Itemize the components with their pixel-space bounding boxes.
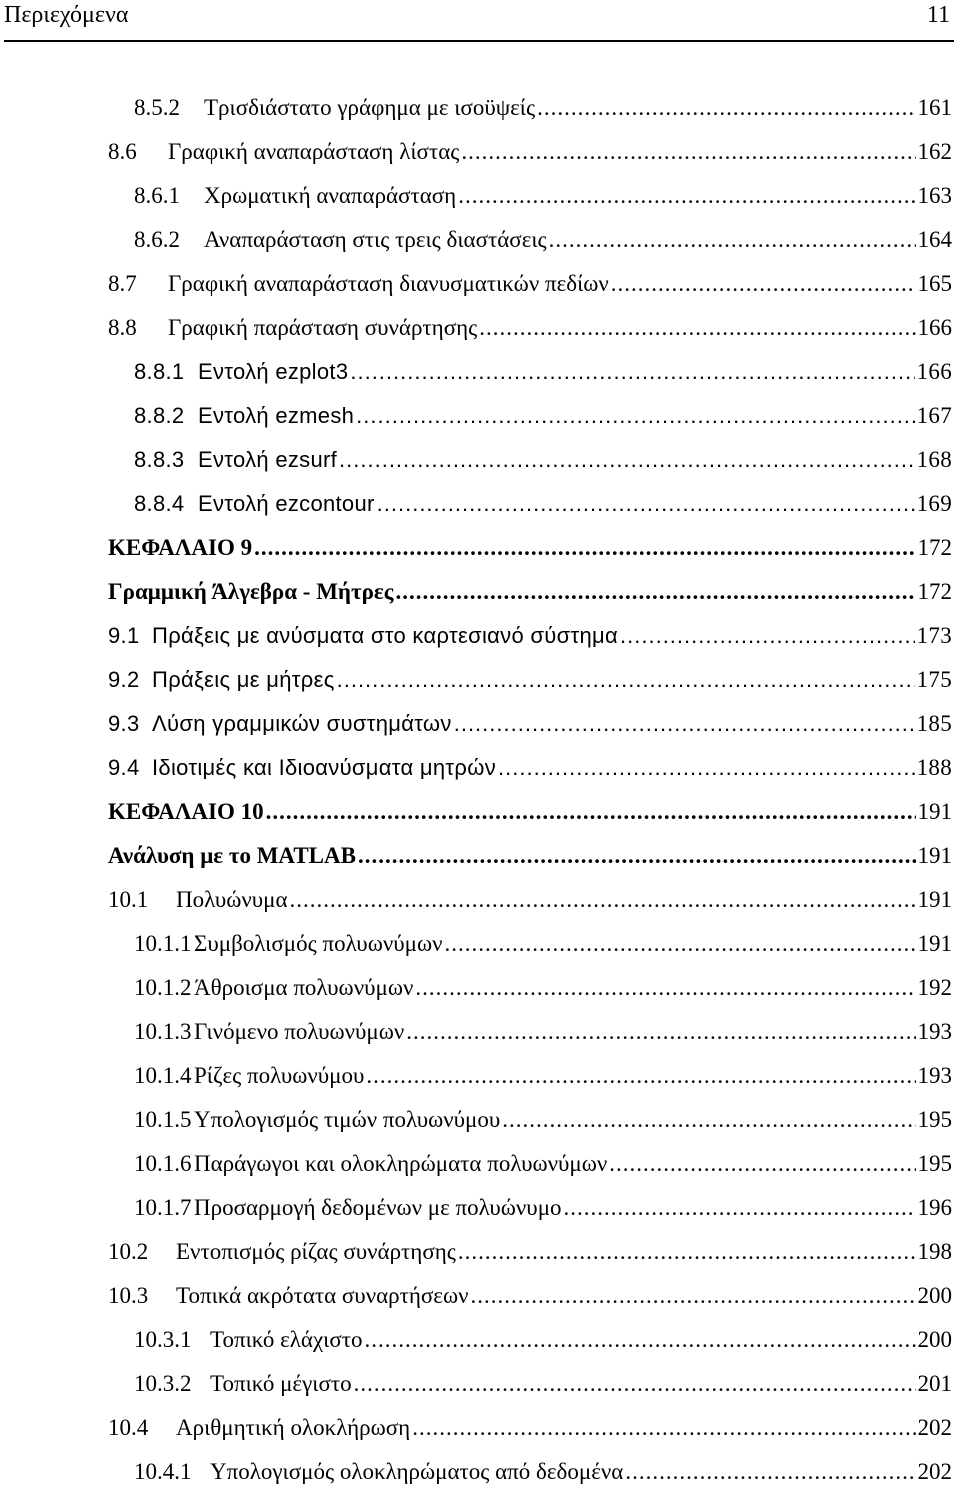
toc-entry-title: Υπολογισμός τιμών πολυωνύμου <box>194 1107 501 1132</box>
toc-entry-title: Ανάλυση με το MATLAB <box>108 843 356 868</box>
toc-entry[interactable] <box>134 438 952 482</box>
toc-leader-dots <box>356 394 914 438</box>
toc-leader-dots <box>358 834 916 878</box>
toc-entry-title: Ιδιοτιμές και Ιδιοανύσματα μητρών <box>152 755 497 780</box>
toc-entry[interactable] <box>108 306 952 350</box>
toc-entry-page: 172 <box>917 535 952 560</box>
toc-entry-number: 8.8 <box>108 315 137 340</box>
toc-leader-dots <box>445 922 916 966</box>
toc-entry-page: 201 <box>917 1371 952 1396</box>
toc-leader-dots <box>458 1230 916 1274</box>
toc-entry-page: 200 <box>917 1327 952 1352</box>
toc-entry[interactable] <box>134 394 952 438</box>
toc-entry-page: 202 <box>917 1415 952 1440</box>
toc-leader-dots <box>377 482 915 526</box>
toc-entry-page: 191 <box>917 843 952 868</box>
toc-leader-dots <box>266 790 916 834</box>
toc-entry-title: Τοπικό μέγιστο <box>210 1371 352 1396</box>
toc-leader-dots <box>339 438 915 482</box>
toc-entry-number: 8.7 <box>108 271 137 296</box>
toc-entry-page: 185 <box>916 711 952 736</box>
toc-entry-page: 167 <box>916 403 952 428</box>
toc-entry-number: 9.3 <box>108 711 140 736</box>
toc-entry-page: 164 <box>917 227 952 252</box>
toc-entry-number: 8.8.1 <box>134 359 185 384</box>
toc-entry-number: 9.1 <box>108 623 140 648</box>
toc-leader-dots <box>625 1450 915 1494</box>
toc-leader-dots <box>366 1054 915 1098</box>
toc-entry-number: 10.1.5 <box>134 1107 192 1132</box>
toc-leader-dots <box>415 966 915 1010</box>
toc-entry-title: Τοπικό ελάχιστο <box>210 1327 363 1352</box>
toc-entry-title: Γραφική παράσταση συνάρτησης <box>168 315 478 340</box>
toc-leader-dots <box>458 174 915 218</box>
toc-entry-title: Εντολή ezsurf <box>198 447 338 472</box>
toc-entry-number: 10.3.1 <box>134 1327 192 1352</box>
header-title: Περιεχόμενα <box>4 2 129 28</box>
toc-entry-page: 172 <box>917 579 952 604</box>
toc-entry-page: 162 <box>917 139 952 164</box>
toc-entry-number: 10.1.3 <box>134 1019 192 1044</box>
toc-entry[interactable] <box>134 86 952 130</box>
toc-leader-dots <box>564 1186 916 1230</box>
toc-entry-page: 191 <box>917 799 952 824</box>
toc-entry-title: ΚΕΦΑΛΑΙΟ 9 <box>108 535 253 560</box>
toc-entry-title: Παράγωγοι και ολοκληρώματα πολυωνύμων <box>194 1151 608 1176</box>
toc-entry-page: 165 <box>917 271 952 296</box>
toc-entry[interactable] <box>134 174 952 218</box>
toc-entry-number: 10.1.4 <box>134 1063 192 1088</box>
toc-entry-number: 10.3.2 <box>134 1371 192 1396</box>
toc-entry[interactable] <box>108 658 952 702</box>
toc-leader-dots <box>254 526 915 570</box>
toc-entry-title: Άθροισμα πολυωνύμων <box>194 975 414 1000</box>
toc-entry-title: Αναπαράσταση στις τρεις διαστάσεις <box>204 227 547 252</box>
toc-leader-dots <box>620 614 915 658</box>
toc-chapter-entry[interactable] <box>108 790 952 834</box>
toc-entry-page: 195 <box>917 1151 952 1176</box>
toc-entry-title: Εντολή ezplot3 <box>198 359 349 384</box>
toc-entry-number: 8.6 <box>108 139 137 164</box>
toc-entry-number: 8.8.4 <box>134 491 185 516</box>
toc-entry-number: 10.1 <box>108 887 149 912</box>
toc-leader-dots <box>479 306 915 350</box>
toc-entry[interactable] <box>108 1406 952 1450</box>
toc-entry[interactable] <box>134 218 952 262</box>
toc-entry[interactable] <box>108 1230 952 1274</box>
toc-entry[interactable] <box>108 878 952 922</box>
toc-entry-number: 10.2 <box>108 1239 149 1264</box>
toc-entry[interactable] <box>134 1098 952 1142</box>
toc-entry-title: Αριθμητική ολοκλήρωση <box>176 1415 411 1440</box>
toc-entry[interactable] <box>108 262 952 306</box>
toc-entry[interactable] <box>134 1142 952 1186</box>
toc-chapter-entry[interactable] <box>108 526 952 570</box>
toc-entry-page: 168 <box>916 447 952 472</box>
toc-entry-number: 8.6.1 <box>134 183 180 208</box>
toc-leader-dots <box>337 658 915 702</box>
toc-leader-dots <box>461 130 915 174</box>
toc-entry-title: Χρωματική αναπαράσταση <box>204 183 457 208</box>
toc-entry-page: 173 <box>916 623 952 648</box>
toc-entry-page: 191 <box>917 931 952 956</box>
toc-entry-page: 192 <box>917 975 952 1000</box>
toc-entry-page: 175 <box>916 667 952 692</box>
toc-chapter-entry[interactable] <box>108 834 952 878</box>
toc-entry-page: 161 <box>917 95 952 120</box>
toc-entry-title: Λύση γραμμικών συστημάτων <box>152 711 452 736</box>
toc-entry[interactable] <box>134 1362 952 1406</box>
toc-entry-title: ΚΕΦΑΛΑΙΟ 10 <box>108 799 264 824</box>
toc-leader-dots <box>454 702 915 746</box>
toc-entry[interactable] <box>134 966 952 1010</box>
toc-leader-dots <box>609 1142 915 1186</box>
toc-entry-page: 166 <box>916 359 952 384</box>
toc-entry[interactable] <box>108 1274 952 1318</box>
toc-entry-page: 202 <box>917 1459 952 1484</box>
toc-entry-page: 200 <box>917 1283 952 1308</box>
toc-leader-dots <box>549 218 916 262</box>
toc-entry[interactable] <box>134 1450 952 1494</box>
toc-entry[interactable] <box>134 1054 952 1098</box>
toc-entry-number: 10.4.1 <box>134 1459 192 1484</box>
toc-entry-title: Γραμμική Άλγεβρα - Μήτρες <box>108 579 394 604</box>
toc-entry-title: Τοπικά ακρότατα συναρτήσεων <box>176 1283 469 1308</box>
toc-entry-title: Προσαρμογή δεδομένων με πολυώνυμο <box>194 1195 562 1220</box>
toc-entry-number: 10.4 <box>108 1415 149 1440</box>
toc-entry-title: Πράξεις με μήτρες <box>152 667 335 692</box>
toc-leader-dots <box>412 1406 915 1450</box>
toc-entry[interactable] <box>108 614 952 658</box>
toc-entry-title: Γραφική αναπαράσταση διανυσματικών πεδίων <box>168 271 609 296</box>
toc-entry-page: 193 <box>917 1063 952 1088</box>
toc-entry-number: 9.2 <box>108 667 140 692</box>
toc-entry-title: Εντολή ezcontour <box>198 491 375 516</box>
toc-entry[interactable] <box>134 482 952 526</box>
toc-entry-number: 10.3 <box>108 1283 149 1308</box>
toc-entry[interactable] <box>108 702 952 746</box>
toc-entry-page: 195 <box>917 1107 952 1132</box>
toc-entry-title: Εντολή ezmesh <box>198 403 355 428</box>
toc-entry[interactable] <box>134 350 952 394</box>
toc-entry-number: 10.1.1 <box>134 931 192 956</box>
toc-entry-number: 10.1.7 <box>134 1195 192 1220</box>
toc-entry-page: 193 <box>917 1019 952 1044</box>
toc-entry-number: 9.4 <box>108 755 140 780</box>
toc-entry-number: 8.8.3 <box>134 447 185 472</box>
toc-entry-page: 188 <box>916 755 952 780</box>
header-page-number: 11 <box>926 2 950 28</box>
toc-entry[interactable] <box>108 130 952 174</box>
toc-entry-number: 8.5.2 <box>134 95 180 120</box>
toc-entry-title: Υπολογισμός ολοκληρώματος από δεδομένα <box>210 1459 624 1484</box>
toc-leader-dots <box>365 1318 916 1362</box>
toc-entry-title: Ρίζες πολυωνύμου <box>194 1063 365 1088</box>
toc-leader-dots <box>502 1098 915 1142</box>
toc-entry-page: 166 <box>917 315 952 340</box>
toc-leader-dots <box>611 262 916 306</box>
toc-entry-page: 191 <box>917 887 952 912</box>
toc-entry-page: 198 <box>917 1239 952 1264</box>
toc-leader-dots <box>406 1010 915 1054</box>
toc-leader-dots <box>537 86 915 130</box>
toc-entry[interactable] <box>134 922 952 966</box>
toc-entry[interactable] <box>134 1186 952 1230</box>
toc-entry-number: 10.1.2 <box>134 975 192 1000</box>
toc-leader-dots <box>471 1274 916 1318</box>
toc-entry-title: Πολυώνυμα <box>176 887 288 912</box>
toc-leader-dots <box>395 570 915 614</box>
toc-entry-title: Γραφική αναπαράσταση λίστας <box>168 139 460 164</box>
toc-entry-title: Τρισδιάστατο γράφημα με ισοϋψείς <box>204 95 536 120</box>
toc-leader-dots <box>498 746 915 790</box>
toc-chapter-entry[interactable] <box>108 570 952 614</box>
toc-entry-page: 163 <box>917 183 952 208</box>
toc-entry-title: Εντοπισμός ρίζας συνάρτησης <box>176 1239 456 1264</box>
toc-entry[interactable] <box>134 1010 952 1054</box>
toc-leader-dots <box>350 350 914 394</box>
toc-entry[interactable] <box>108 746 952 790</box>
toc-entry-title: Πράξεις με ανύσματα στο καρτεσιανό σύστημα <box>152 623 619 648</box>
toc-entry-number: 8.6.2 <box>134 227 180 252</box>
toc-entry-page: 196 <box>917 1195 952 1220</box>
toc-entry-number: 8.8.2 <box>134 403 185 428</box>
toc-entry-title: Γινόμενο πολυωνύμων <box>194 1019 405 1044</box>
toc-entry-number: 10.1.6 <box>134 1151 192 1176</box>
toc-leader-dots <box>290 878 916 922</box>
page-header <box>4 0 954 42</box>
toc-entry-page: 169 <box>916 491 952 516</box>
toc-entry[interactable] <box>134 1318 952 1362</box>
toc-entry-title: Συμβολισμός πολυωνύμων <box>194 931 443 956</box>
toc-leader-dots <box>354 1362 916 1406</box>
